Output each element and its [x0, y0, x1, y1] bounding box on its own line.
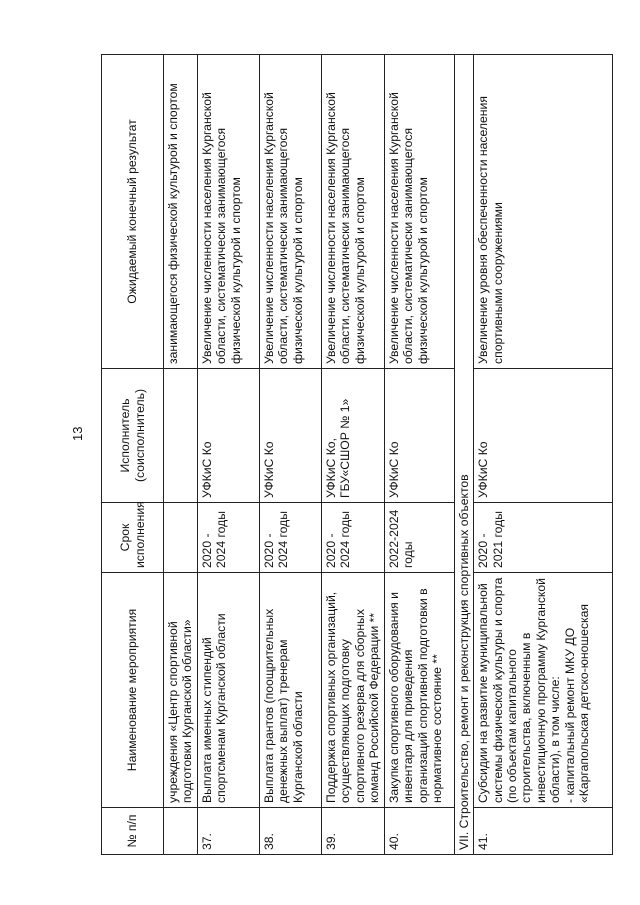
row-name: Закупка спортивного оборудования и инвентаря для приведения организаций спортивной подготовки в нормативное состояние **	[384, 573, 454, 808]
table-row	[164, 55, 198, 855]
row-num: 37.	[197, 808, 259, 855]
header-name: Наименование мероприятия	[102, 573, 164, 808]
row-num	[164, 808, 198, 855]
table-row	[474, 55, 613, 855]
row-name-main: Субсидии на развитие муниципальной системы физической культуры и спорта (по объектам капитального строительства, включенным в инвестиционную программу Курганской области), в том числе:	[476, 577, 563, 803]
row-exec: УФКиС Ко	[259, 369, 321, 503]
row-term: 2022-2024 годы	[384, 503, 454, 573]
row-result: Увеличение численности населения Курганской области, систематически занимающегося физической культурой и спортом	[197, 55, 259, 369]
row-exec: УФКиС Ко	[197, 369, 259, 503]
row-term: 2020 - 2024 годы	[259, 503, 321, 573]
row-num: 38.	[259, 808, 321, 855]
row-num: 41.	[474, 808, 613, 855]
row-name	[474, 573, 613, 808]
row-exec: УФКиС Ко, ГБУ«СШОР № 1»	[321, 369, 384, 503]
row-result: Увеличение численности населения Курганской области, систематически занимающегося физической культурой и спортом	[384, 55, 454, 369]
row-term: 2020 - 2021 годы	[474, 503, 613, 573]
rotated-page	[101, 55, 613, 855]
header-num: № п/п	[102, 808, 164, 855]
row-name: учреждения «Центр спортивной подготовки Курганской области»	[164, 573, 198, 808]
header-result: Ожидаемый конечный результат	[102, 55, 164, 369]
events-table	[101, 54, 613, 855]
section-row	[454, 55, 473, 855]
header-row	[102, 55, 164, 855]
row-result: занимающегося физической культурой и спортом	[164, 55, 198, 369]
row-num: 40.	[384, 808, 454, 855]
page-number: 13	[70, 426, 85, 441]
row-num: 39.	[321, 808, 384, 855]
header-exec: Исполнитель (соисполнитель)	[102, 369, 164, 503]
table-row	[259, 55, 321, 855]
row-term	[164, 503, 198, 573]
row-name: Выплата именных стипендий спортсменам Курганской области	[197, 573, 259, 808]
table-row	[384, 55, 454, 855]
section-title: VII. Строительство, ремонт и реконструкция спортивных объектов	[454, 55, 473, 855]
row-result: Увеличение численности населения Курганской области, систематически занимающегося физической культурой и спортом	[259, 55, 321, 369]
row-exec: УФКиС Ко	[384, 369, 454, 503]
row-exec	[164, 369, 198, 503]
row-name: Выплата грантов (поощрительных денежных выплат) тренерам Курганской области	[259, 573, 321, 808]
table-row	[197, 55, 259, 855]
row-result: Увеличение численности населения Курганской области, систематически занимающегося физической культурой и спортом	[321, 55, 384, 369]
row-term: 2020 - 2024 годы	[321, 503, 384, 573]
row-exec: УФКиС Ко	[474, 369, 613, 503]
row-name: Поддержка спортивных организаций, осуществляющих подготовку спортивного резерва для сборных команд Российской Федерации **	[321, 573, 384, 808]
table-row	[321, 55, 384, 855]
header-term: Срок исполнения	[102, 503, 164, 573]
row-result: Увеличение уровня обеспеченности населения спортивными сооружениями	[474, 55, 613, 369]
row-term: 2020 - 2024 годы	[197, 503, 259, 573]
row-name-sub: - капитальный ремонт МКУ ДО «Каргапольская детско-юношеская	[562, 603, 591, 803]
